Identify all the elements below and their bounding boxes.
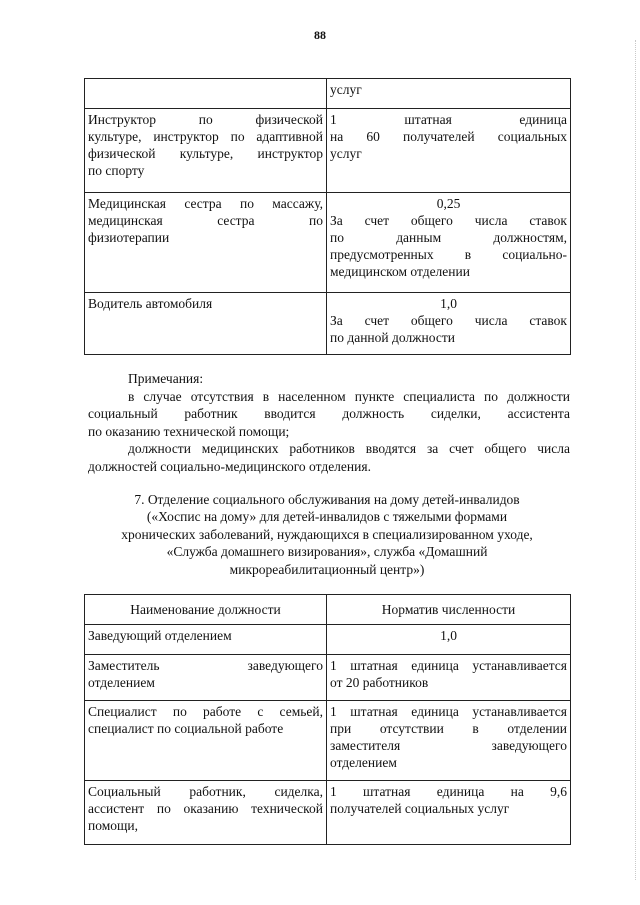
section-line: хронических заболеваний, нуждающихся в специализированном уходе, (121, 526, 533, 542)
position-line: Водитель автомобиля (88, 296, 213, 311)
position-cell (85, 701, 327, 781)
norm-cell (327, 193, 571, 293)
norm-line: 1 штатная единица на 9,6 (330, 784, 567, 799)
norm-cell (327, 293, 571, 355)
norm-value: 0,25 (436, 196, 461, 211)
norm-line: отделением (330, 755, 397, 770)
position-line: специалист по социальной работе (88, 721, 284, 736)
note-line: должности медицинских работников вводятся за счет общего числа (128, 441, 570, 457)
note-line: должностей социально-медицинского отделения. (88, 458, 371, 474)
norm-line: 1 штатная единица устанавливается (330, 704, 567, 719)
table-row (85, 193, 571, 293)
norm-cell (327, 625, 571, 655)
norm-line: заместителя заведующего (330, 738, 567, 753)
staffing-table-continued (84, 78, 571, 355)
norm-line: на 60 получателей социальных (330, 129, 567, 144)
position-cell (85, 193, 327, 293)
position-line: медицинская сестра по (88, 213, 323, 228)
norm-line: от 20 работников (330, 675, 429, 690)
norm-line: 1 штатная единица устанавливается (330, 658, 567, 673)
table-row (85, 109, 571, 193)
note-line: в случае отсутствия в населенном пункте специалиста по должности (128, 388, 570, 404)
norm-line: 1 штатная единица (330, 112, 567, 127)
position-line: отделением (88, 675, 155, 690)
scan-edge-dots (633, 40, 636, 880)
section-line: «Служба домашнего визирования», служба «Домашний (166, 544, 488, 560)
table-header-row (85, 595, 571, 625)
position-cell (85, 79, 327, 109)
norm-line: предусмотренных в социально- (330, 247, 567, 262)
note-line: социальный работник вводится должность сиделки, ассистента (88, 406, 570, 422)
table-row (85, 701, 571, 781)
norm-line: по данной должности (330, 330, 455, 345)
notes-block (88, 370, 570, 476)
page-number: 88 (314, 28, 326, 42)
norm-line: услуг (330, 146, 362, 161)
position-line: помощи, (88, 818, 139, 833)
position-line: Заведующий отделением (88, 628, 232, 643)
position-cell (85, 781, 327, 845)
norm-cell (327, 655, 571, 701)
position-line: физической культуре, инструктор (88, 146, 323, 161)
position-line: Медицинская сестра по массажу, (88, 196, 323, 211)
column-header-position: Наименование должности (85, 595, 327, 625)
position-cell (85, 109, 327, 193)
position-cell (85, 625, 327, 655)
notes-heading: Примечания: (128, 371, 204, 386)
norm-line: получателей социальных услуг (330, 801, 510, 816)
table-row (85, 79, 571, 109)
norm-value: 1,0 (440, 296, 457, 311)
position-line: по спорту (88, 163, 145, 178)
section-heading (84, 491, 570, 578)
position-line: Заместитель заведующего (88, 658, 323, 673)
position-line: Специалист по работе с семьей, (88, 704, 323, 719)
staffing-table-section-7 (84, 594, 571, 845)
table-row (85, 625, 571, 655)
norm-cell (327, 781, 571, 845)
section-line: микрореабилитационный центр») (229, 561, 425, 577)
norm-cell (327, 79, 571, 109)
note-line: по оказанию технической помощи; (88, 423, 290, 439)
norm-line: при отсутствии в отделении (330, 721, 567, 736)
norm-cell (327, 109, 571, 193)
position-cell (85, 655, 327, 701)
norm-line: по данным должностям, (330, 230, 567, 245)
section-line: 7. Отделение социального обслуживания на дому детей-инвалидов (134, 492, 520, 507)
position-line: физиотерапии (88, 230, 170, 245)
norm-line: За счет общего числа ставок (330, 213, 567, 228)
norm-cell (327, 701, 571, 781)
table-row (85, 781, 571, 845)
table-row (85, 655, 571, 701)
position-line: ассистент по оказанию технической (88, 801, 323, 816)
norm-line: За счет общего числа ставок (330, 313, 567, 328)
section-line: («Хоспис на дому» для детей-инвалидов с тяжелыми формами (146, 509, 508, 525)
norm-line: медицинском отделении (330, 264, 470, 279)
norm-line: услуг (330, 82, 362, 97)
norm-value: 1,0 (440, 628, 457, 643)
position-line: Инструктор по физической (88, 112, 323, 127)
column-header-norm: Норматив численности (327, 595, 571, 625)
table-row (85, 293, 571, 355)
position-line: культуре, инструктор по адаптивной (88, 129, 323, 144)
position-cell (85, 293, 327, 355)
position-line: Социальный работник, сиделка, (88, 784, 323, 799)
